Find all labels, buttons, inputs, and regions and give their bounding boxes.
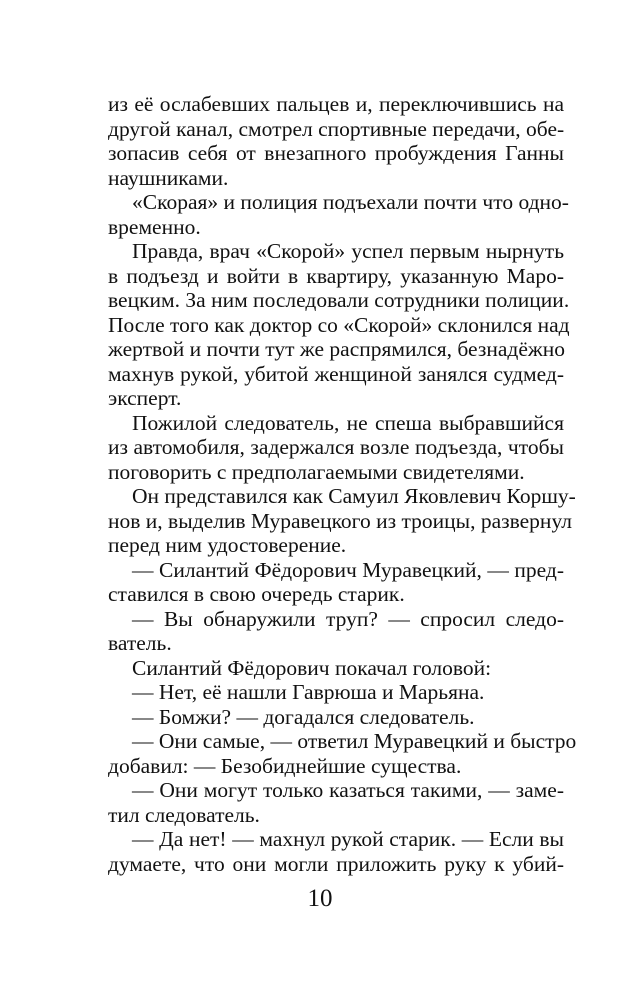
text-line: из её ослабевших пальцев и, переключившись на	[108, 92, 564, 116]
text-line: — Они могут только казаться такими, — заме-	[132, 778, 564, 802]
text-line: другой канал, смотрел спортивные передачи, обе-	[108, 116, 565, 141]
text-line: махнув рукой, убитой женщиной занялся судмед-	[108, 361, 564, 386]
text-line: наушниками.	[108, 165, 229, 190]
text-line: зопасив себя от внезапного пробуждения Ганны	[108, 141, 564, 165]
text-line: — Вы обнаружили труп? — спросил следо-	[132, 606, 564, 631]
text-line: — Да нет! — махнул рукой старик. — Если вы	[132, 827, 564, 851]
text-line: тил следователь.	[108, 802, 260, 827]
text-line: Силантий Фёдорович покачал головой:	[132, 655, 492, 680]
text-line: — Они самые, — ответил Муравецкий и быстро	[132, 729, 577, 753]
text-line: нов и, выделив Муравецкого из троицы, развернул	[108, 508, 572, 533]
text-line: — Бомжи? — догадался следователь.	[132, 704, 475, 729]
body-text	[108, 92, 577, 876]
page-number: 10	[307, 885, 333, 912]
text-line: эксперт.	[108, 386, 182, 410]
text-line: добавил: — Безобиднейшие существа.	[108, 753, 462, 778]
text-line: — Нет, её нашли Гаврюша и Марьяна.	[132, 680, 485, 704]
text-line: — Силантий Фёдорович Муравецкий, — пред-	[132, 557, 564, 582]
text-line: перед ним удостоверение.	[108, 533, 347, 557]
text-line: Он представился как Самуил Яковлевич Коршу-	[132, 484, 576, 508]
text-line: вецким. За ним последовали сотрудники полиции.	[108, 288, 570, 312]
text-line: жертвой и почти тут же распрямился, безнадёжно	[108, 337, 566, 361]
text-line: в подъезд и войти в квартиру, указанную Маро-	[108, 263, 564, 288]
text-line: «Скорая» и полиция подъехали почти что одно-	[132, 190, 569, 214]
text-line: думаете, что они могли приложить руку к убий-	[108, 851, 564, 876]
text-line: поговорить с предполагаемыми свидетелями.	[108, 459, 525, 484]
text-line: временно.	[108, 214, 201, 239]
text-line: ватель.	[108, 631, 172, 655]
text-line: Пожилой следователь, не спеша выбравшийся	[132, 410, 564, 435]
text-line: После того как доктор со «Скорой» склонился над	[108, 312, 570, 337]
text-line: из автомобиля, задержался возле подъезда, чтобы	[108, 435, 564, 459]
text-line: ставился в свою очередь старик.	[108, 582, 405, 606]
text-line: Правда, врач «Скорой» успел первым нырнуть	[132, 239, 564, 263]
